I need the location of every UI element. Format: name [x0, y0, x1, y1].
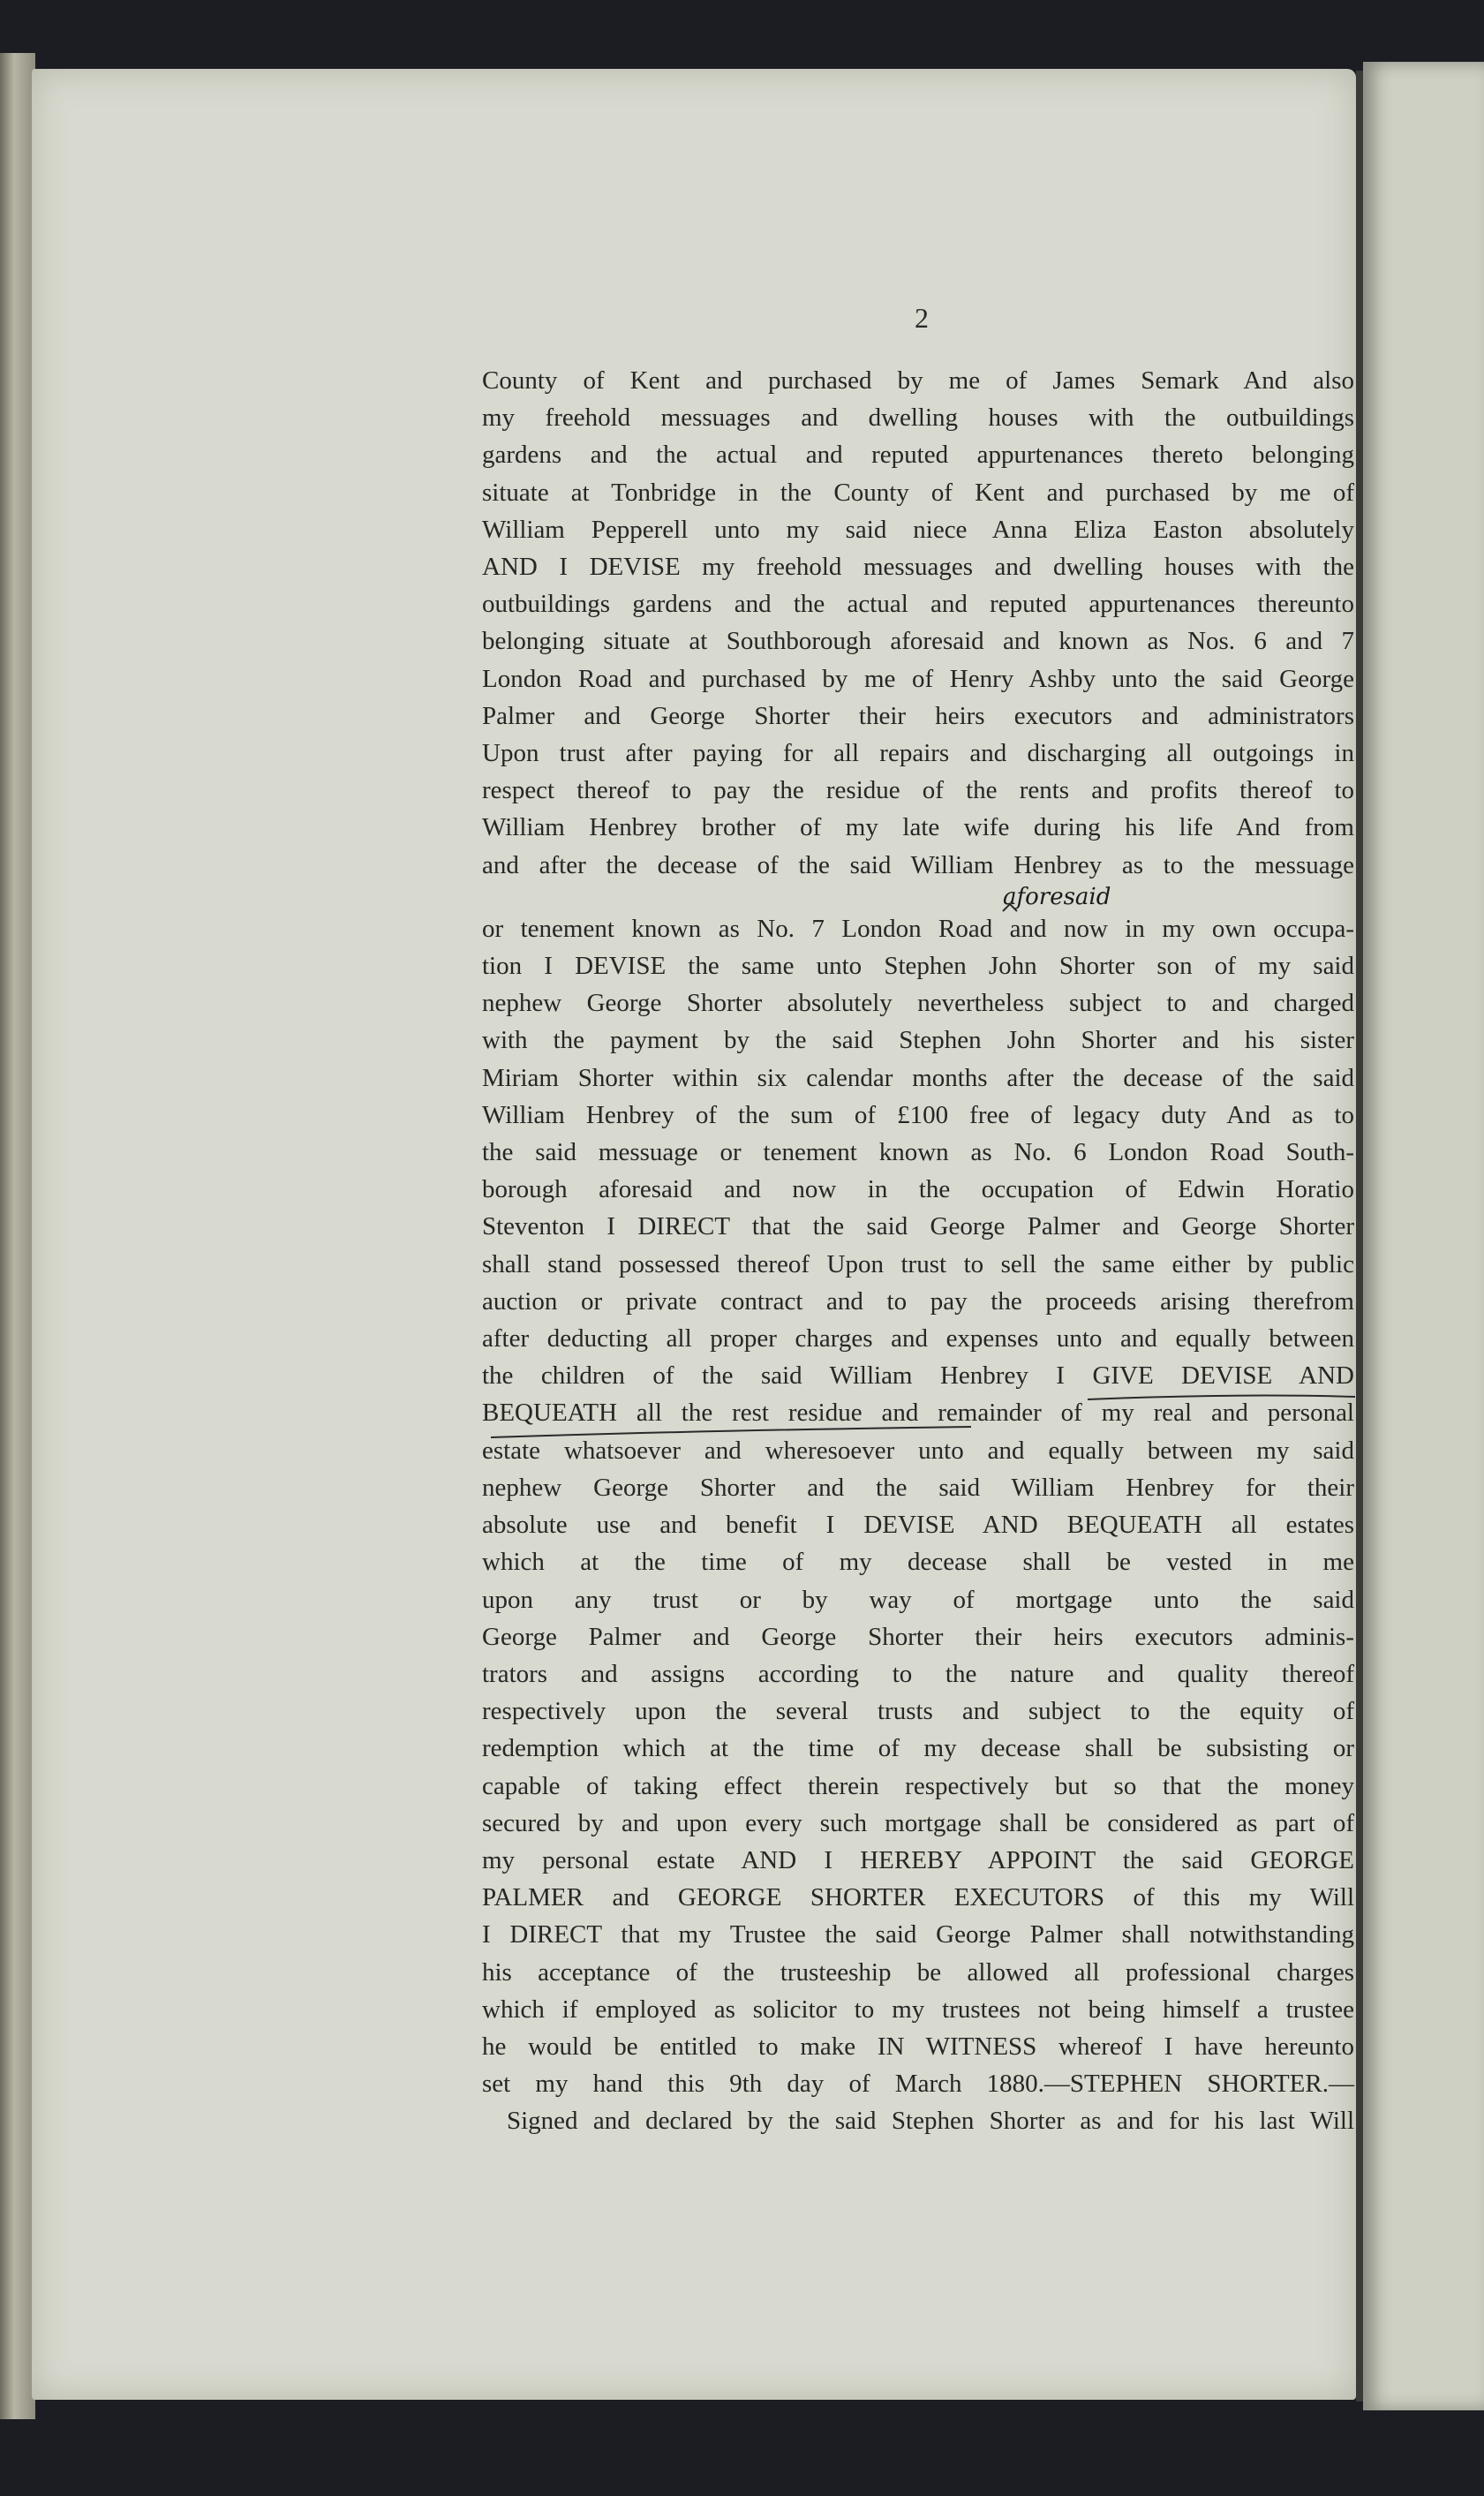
text-line: AND I DEVISE my freehold messuages and dwelling houses with the: [482, 553, 1354, 582]
text-line: my freehold messuages and dwelling houses with the outbuildings: [482, 403, 1354, 433]
text-line: PALMER and GEORGE SHORTER EXECUTORS of this my Will: [482, 1883, 1354, 1912]
text-line: secured by and upon every such mortgage shall be considered as part of: [482, 1808, 1354, 1837]
text-line: set my hand this 9th day of March 1880.—STEPHEN SHORTER.—: [482, 2070, 1354, 2099]
text-line: capable of taking effect therein respectively but so that the money: [482, 1771, 1354, 1800]
text-line: William Henbrey of the sum of £100 free of legacy duty And as to: [482, 1100, 1354, 1129]
text-line: belonging situate at Southborough aforesaid and known as Nos. 6 and 7: [482, 627, 1354, 656]
document-body: [482, 362, 1354, 2140]
text-line: my personal estate AND I HEREBY APPOINT the said GEORGE: [482, 1845, 1354, 1874]
text-line: or tenement known as No. 7 London Road and now in my own occupa-: [482, 914, 1354, 943]
text-line: George Palmer and George Shorter their heirs executors adminis-: [482, 1622, 1354, 1651]
text-line: County of Kent and purchased by me of James Semark And also: [482, 366, 1354, 395]
adjacent-page: [1363, 62, 1484, 2410]
text-line: Upon trust after paying for all repairs and discharging all outgoings in: [482, 739, 1354, 768]
text-line: William Pepperell unto my said niece Anna Eliza Easton absolutely: [482, 515, 1354, 544]
text-line: I DIRECT that my Trustee the said George Palmer shall notwithstanding: [482, 1920, 1354, 1949]
book-binding: [0, 53, 35, 2419]
text-line: after deducting all proper charges and expenses unto and equally between: [482, 1324, 1354, 1354]
text-line: estate whatsoever and wheresoever unto and equally between my said: [482, 1436, 1354, 1465]
text-line: the children of the said William Henbrey I GIVE DEVISE AND: [482, 1361, 1354, 1391]
text-line: trators and assigns according to the nature and quality thereof: [482, 1659, 1354, 1688]
page-number: 2: [915, 302, 929, 334]
text-line: outbuildings gardens and the actual and reputed appurtenances thereunto: [482, 590, 1354, 619]
text-line: his acceptance of the trusteeship be allowed all professional charges: [482, 1957, 1354, 1987]
text-line: Miriam Shorter within six calendar months after the decease of the said: [482, 1063, 1354, 1092]
text-line: shall stand possessed thereof Upon trust to sell the same either by public: [482, 1249, 1354, 1278]
text-line: tion I DEVISE the same unto Stephen John Shorter son of my said: [482, 952, 1354, 981]
handwritten-insertion: aforesaid: [1003, 883, 1111, 910]
text-line: the said messuage or tenement known as No. 6 London Road South-: [482, 1138, 1354, 1167]
text-line: respect thereof to pay the residue of the rents and profits thereof to: [482, 776, 1354, 805]
text-line: which if employed as solicitor to my trustees not being himself a trustee: [482, 1995, 1354, 2024]
text-line: BEQUEATH all the rest residue and remainder of my real and personal: [482, 1399, 1354, 1428]
text-line: Palmer and George Shorter their heirs executors and administrators: [482, 701, 1354, 730]
text-line: he would be entitled to make IN WITNESS whereof I have hereunto: [482, 2032, 1354, 2061]
text-line: Steventon I DIRECT that the said George Palmer and George Shorter: [482, 1212, 1354, 1241]
text-line: William Henbrey brother of my late wife during his life And from: [482, 813, 1354, 842]
text-line: with the payment by the said Stephen John Shorter and his sister: [482, 1026, 1354, 1055]
text-line: Signed and declared by the said Stephen Shorter as and for his last Will: [507, 2107, 1354, 2136]
text-line: situate at Tonbridge in the County of Kent and purchased by me of: [482, 478, 1354, 507]
text-line: nephew George Shorter and the said William Henbrey for their: [482, 1473, 1354, 1502]
text-line: gardens and the actual and reputed appurtenances thereto belonging: [482, 441, 1354, 470]
text-line: London Road and purchased by me of Henry Ashby unto the said George: [482, 664, 1354, 693]
page-edge: [1356, 71, 1363, 2402]
text-line: which at the time of my decease shall be vested in me: [482, 1548, 1354, 1577]
text-line: respectively upon the several trusts and subject to the equity of: [482, 1697, 1354, 1726]
text-line: absolute use and benefit I DEVISE AND BEQUEATH all estates: [482, 1511, 1354, 1540]
text-line: and after the decease of the said William Henbrey as to the messuage: [482, 850, 1354, 879]
text-line: nephew George Shorter absolutely nevertheless subject to and charged: [482, 989, 1354, 1018]
text-line: redemption which at the time of my decease shall be subsisting or: [482, 1734, 1354, 1763]
text-line: upon any trust or by way of mortgage unto the said: [482, 1585, 1354, 1614]
text-line: borough aforesaid and now in the occupation of Edwin Horatio: [482, 1175, 1354, 1204]
text-line: auction or private contract and to pay the proceeds arising therefrom: [482, 1286, 1354, 1316]
